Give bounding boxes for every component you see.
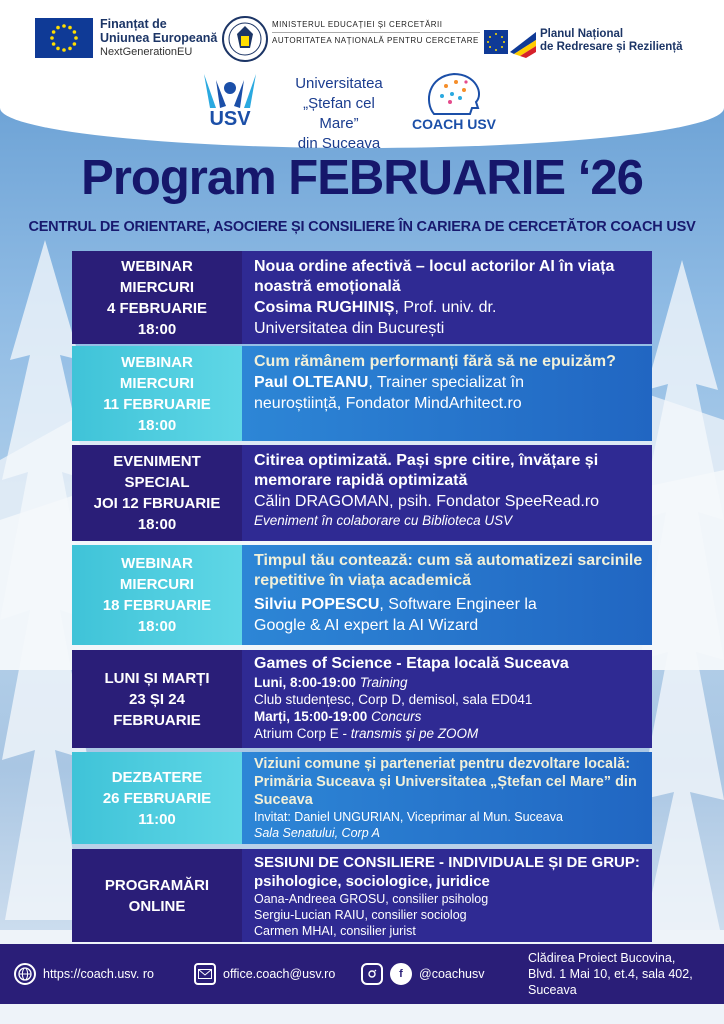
event-title: Timpul tău contează: cum să automatizezi sarcinile repetitive în viața academică [254, 552, 643, 589]
pnrr-logo [484, 28, 536, 58]
event-date-block [72, 545, 242, 645]
eu-stars-icon [35, 18, 93, 58]
pnrr-line-1: Planul Național [540, 28, 624, 40]
event-title: Cum rămânem performanți fără să ne epuizăm? [254, 353, 616, 370]
event-time: 18:00 [137, 416, 177, 434]
event-row-1 [72, 251, 652, 344]
counselor-1: Oana-Andreea GROSU, consilier psiholog [254, 892, 489, 906]
social-handle[interactable]: @coachusv [419, 967, 485, 981]
coach-head-icon [404, 68, 504, 118]
ministry-text [272, 20, 480, 45]
speaker-affiliation: Google & AI expert la AI Wizard [254, 617, 479, 634]
event-type: PROGRAMĂRI [104, 876, 210, 894]
event-subtype: SPECIAL [124, 474, 190, 491]
speaker-role: , Prof. univ. dr. [394, 299, 497, 316]
eu-union-line: Uniunea Europeană [100, 31, 218, 45]
day1-type: Training [356, 675, 408, 690]
day1-schedule: Luni, 8:00-19:00 [254, 675, 357, 690]
event-type: WEBINAR [121, 353, 193, 371]
speaker-name: Cosima RUGHINIȘ [254, 299, 395, 316]
address [528, 950, 718, 998]
event-dates: 23 ȘI 24 [129, 690, 185, 708]
event-details [242, 849, 652, 942]
event-date: 11 FEBRUARIE [103, 395, 211, 413]
day2-schedule: Marți, 15:00-19:00 [254, 709, 368, 724]
website-link[interactable] [14, 963, 154, 985]
speaker-name: Silviu POPESCU [254, 596, 380, 613]
event-date-block [72, 445, 242, 541]
event-date-block [72, 251, 242, 344]
ministry-line: MINISTERUL EDUCAȚIEI ȘI CERCETĂRII [272, 20, 443, 29]
speaker-line: Călin DRAGOMAN, psih. Fondator SpeeRead.ro [254, 493, 600, 510]
event-title: Citirea optimizată. Pași spre citire, învățare și memorare rapidă optimizată [254, 452, 599, 489]
counselor-2: Sergiu-Lucian RAIU, consilier sociolog [254, 908, 467, 922]
event-row-4 [72, 545, 652, 645]
event-type: WEBINAR [121, 257, 193, 275]
event-title: Viziuni comune și parteneriat pentru dezvoltare locală: Primăria Suceava și Universitatea „Ștefan cel Mare” din Suceava [254, 756, 637, 808]
day2-location: Atrium Corp E - [254, 726, 351, 741]
coach-logo-text: COACH USV [411, 116, 496, 132]
social-link[interactable] [361, 963, 485, 985]
event-details [242, 545, 652, 645]
envelope-icon [194, 963, 216, 985]
coach-usv-logo [404, 68, 504, 136]
event-row-3 [72, 445, 652, 541]
event-title: Games of Science - Etapa locală Suceava [254, 655, 569, 672]
instagram-icon [361, 963, 383, 985]
address-line-1: Clădirea Proiect Bucovina, [528, 951, 676, 965]
page-title: Program FEBRUARIE ‘26 [81, 151, 643, 205]
eu-flag-logo [35, 18, 93, 58]
footer-bar [0, 944, 724, 1004]
speaker-role: , Software Engineer la [379, 596, 537, 613]
event-location: Sala Senatului, Corp A [254, 826, 381, 840]
usv-logo-text: USV [209, 108, 251, 130]
counselor-3: Carmen MHAI, consilier jurist [254, 924, 416, 938]
event-date: JOI 12 FBRUARIE [93, 495, 221, 512]
event-date-block [72, 849, 242, 942]
univ-line-2: „Ștefan cel Mare” [303, 95, 375, 132]
event-date: 26 FEBRUARIE [102, 789, 212, 807]
speaker-affiliation: Universitatea din București [254, 320, 445, 337]
header-banner [0, 0, 724, 152]
univ-line-3: din Suceava [297, 135, 381, 152]
usv-logo [190, 70, 270, 132]
event-date-block [72, 650, 242, 748]
speaker-name: Paul OLTEANU [254, 374, 369, 391]
speaker-affiliation: neuroștiință, Fondator MindArhitect.ro [254, 395, 522, 412]
event-days: LUNI ȘI MARȚI [104, 669, 210, 687]
event-time: 18:00 [137, 618, 177, 635]
event-details [242, 650, 652, 748]
eu-funding-text [100, 17, 217, 59]
event-type: EVENIMENT [113, 453, 201, 470]
snowy-tree-right [640, 260, 724, 940]
event-date: 18 FEBRUARIE [102, 597, 212, 614]
address-line-2: Blvd. 1 Mai 10, et.4, sala 402, [528, 967, 693, 981]
event-row-6 [72, 752, 652, 844]
page-subtitle: CENTRUL DE ORIENTARE, ASOCIERE ȘI CONSILIERE ÎN CARIERA DE CERCETĂTOR COACH USV [28, 219, 696, 235]
event-month: FEBRUARIE [113, 711, 201, 729]
event-guest: Invitat: Daniel UNGURIAN, Viceprimar al Mun. Suceava [254, 810, 563, 824]
event-type: WEBINAR [121, 555, 193, 572]
event-details [242, 251, 652, 344]
event-mode: ONLINE [128, 897, 186, 915]
event-date: 4 FEBRUARIE [106, 299, 207, 317]
pnrr-line-2: de Redresare și Reziliență [540, 41, 683, 53]
email-text[interactable]: office.coach@usv.ro [223, 967, 336, 981]
event-day: MIERCURI [119, 576, 195, 593]
day2-type: Concurs [367, 709, 422, 724]
event-row-5 [72, 650, 652, 748]
event-title: SESIUNI DE CONSILIERE - INDIVIDUALE ȘI DE GRUP: psihologice, sociologice, juridice [254, 854, 640, 890]
event-details [242, 752, 652, 844]
event-details [242, 445, 652, 541]
event-type: DEZBATERE [111, 768, 203, 786]
univ-line-1: Universitatea [295, 75, 383, 92]
event-row-7 [72, 849, 652, 942]
event-time: 18:00 [137, 516, 177, 533]
eu-sub-line: NextGenerationEU [100, 46, 193, 58]
event-note: Eveniment în colaborare cu Biblioteca USV [254, 513, 513, 528]
day1-location: Club studențesc, Corp D, demisol, sala ED041 [254, 692, 533, 707]
globe-icon [14, 963, 36, 985]
pnrr-text [540, 28, 683, 54]
event-day: MIERCURI [119, 278, 195, 296]
event-time: 18:00 [137, 320, 177, 338]
speaker-role: , Trainer specializat în [368, 374, 524, 391]
event-row-2 [72, 346, 652, 441]
event-time: 11:00 [138, 810, 176, 828]
address-line-3: Suceava [528, 983, 577, 997]
facebook-icon: f [390, 963, 412, 985]
day2-zoom-note: transmis și pe ZOOM [350, 726, 479, 741]
website-text[interactable]: https://coach.usv. ro [43, 967, 154, 981]
event-title: Noua ordine afectivă – locul actorilor AI în viața noastră emoțională [254, 258, 615, 295]
event-date-block [72, 346, 242, 441]
ministry-seal-icon [222, 14, 268, 64]
eu-funding-line: Finanțat de [100, 17, 167, 31]
event-date-block [72, 752, 242, 844]
university-name [284, 74, 394, 154]
event-details [242, 346, 652, 441]
email-link[interactable] [194, 963, 335, 985]
event-day: MIERCURI [119, 374, 195, 392]
authority-line: AUTORITATEA NAȚIONALĂ PENTRU CERCETARE [272, 36, 479, 45]
